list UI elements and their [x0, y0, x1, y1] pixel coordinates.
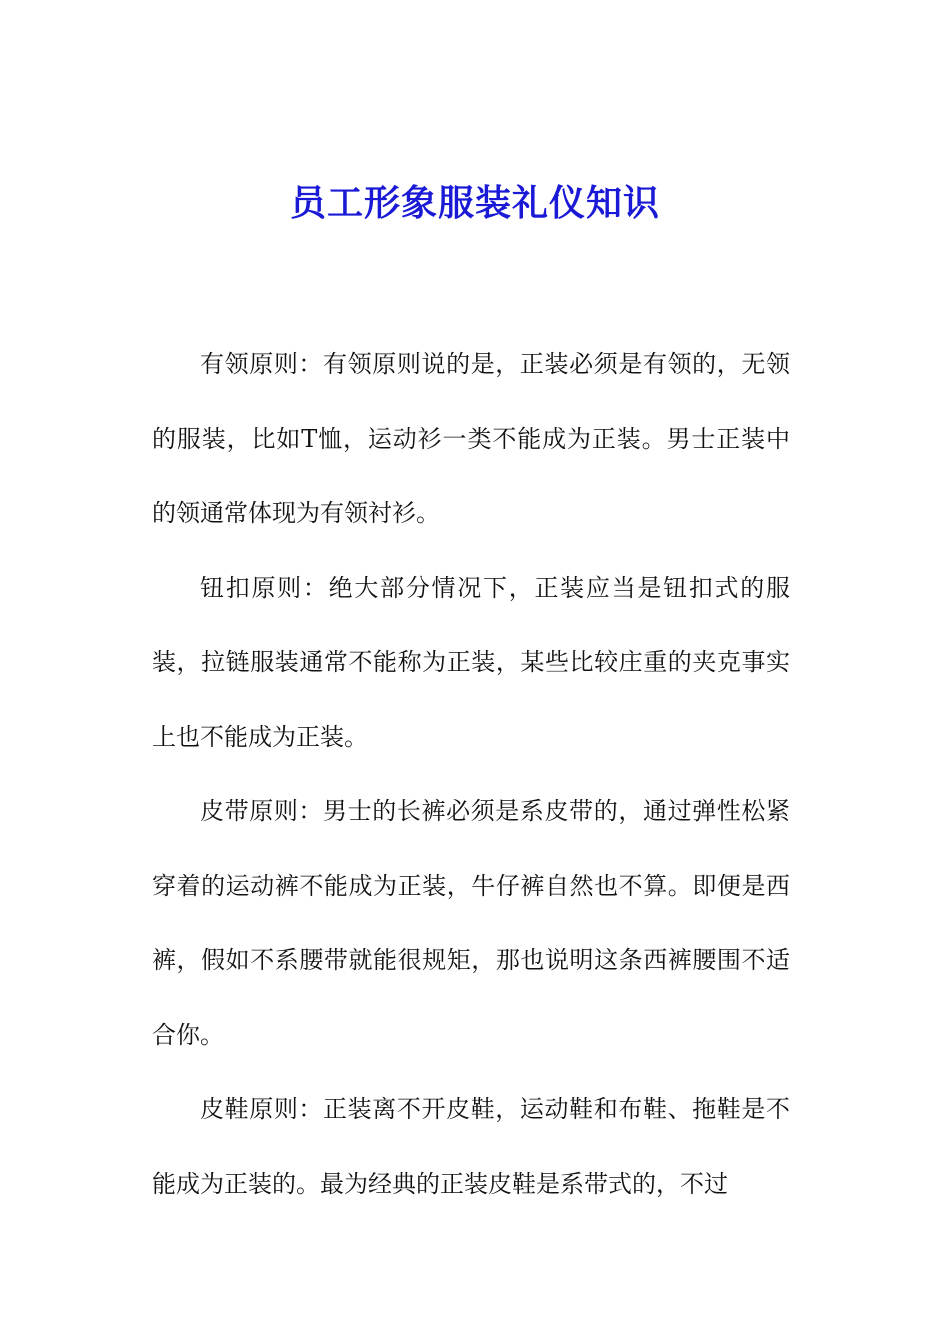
paragraph-button-principle: 钮扣原则：绝大部分情况下，正装应当是钮扣式的服装，拉链服装通常不能称为正装，某些比较庄重的夹克事实上也不能成为正装。	[152, 573, 790, 751]
document-title: 员工形象服装礼仪知识	[289, 182, 660, 224]
paragraph-collar-principle: 有领原则：有领原则说的是，正装必须是有领的，无领的服装，比如T恤，运动衫一类不能成为正装。男士正装中的领通常体现为有领衬衫。	[152, 350, 790, 527]
paragraph-leather-shoes-principle: 皮鞋原则：正装离不开皮鞋，运动鞋和布鞋、拖鞋是不能成为正装的。最为经典的正装皮鞋是系带式的，不过	[152, 1095, 790, 1198]
document-body	[152, 327, 790, 1221]
paragraph-belt-principle: 皮带原则：男士的长裤必须是系皮带的，通过弹性松紧穿着的运动裤不能成为正装，牛仔裤自然也不算。即便是西裤，假如不系腰带就能很规矩，那也说明这条西裤腰围不适合你。	[152, 797, 790, 1049]
